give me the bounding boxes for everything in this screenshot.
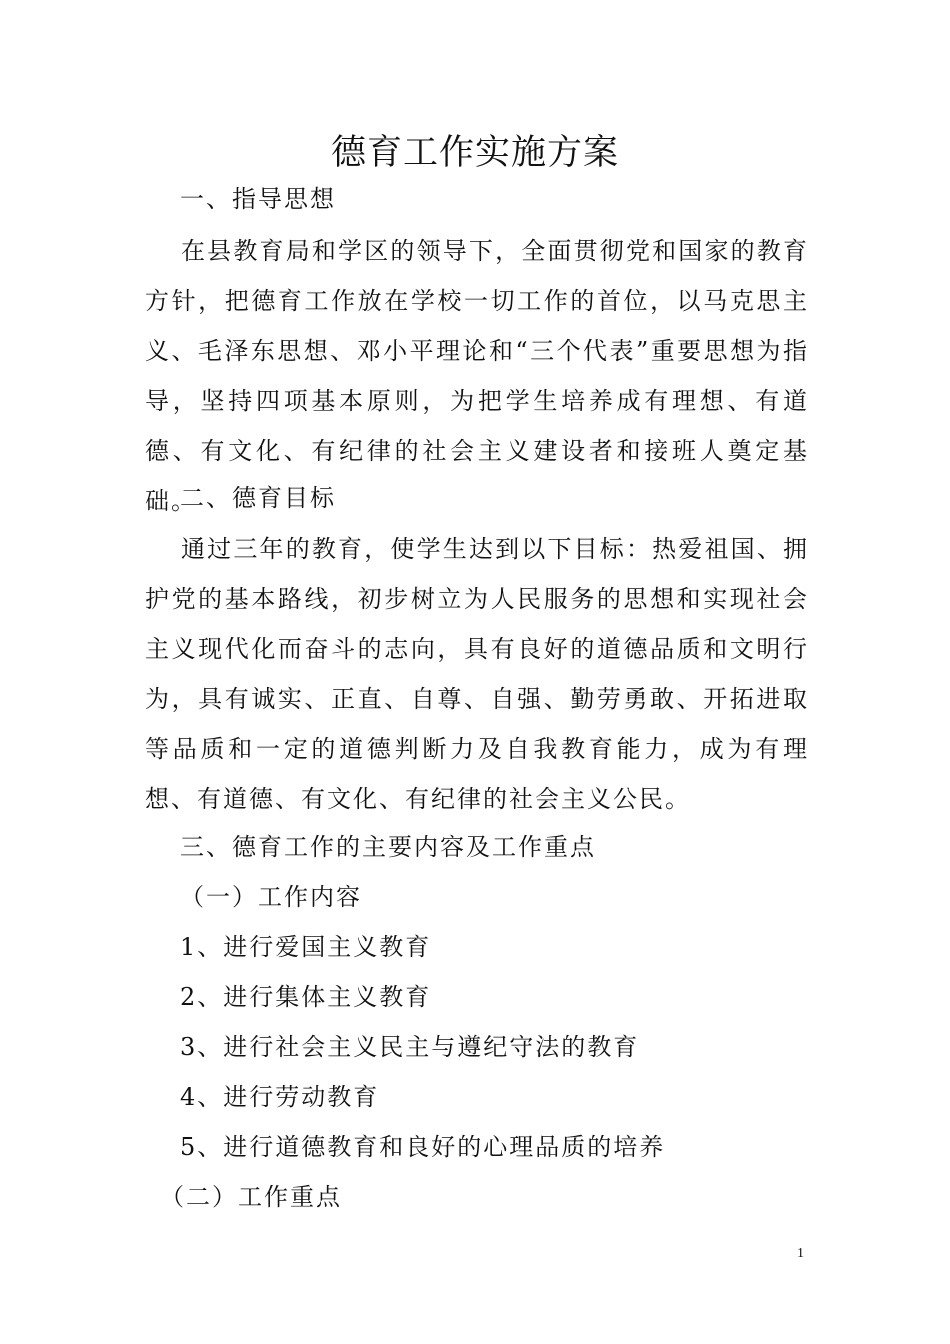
paragraph-guiding-thought: 在县教育局和学区的领导下，全面贯彻党和国家的教育方针，把德育工作放在学校一切工作的首位，以马克思主义、毛泽东思想、邓小平理论和“三个代表”重要思想为指导，坚持四项基本原则，为把学生培养成有理想、有道德、有文化、有纪律的社会主义建设者和接班人奠定基础。 (145, 237, 809, 515)
page-number: 1 (797, 1246, 804, 1261)
subsection-heading-work-focus: （二）工作重点 (160, 1183, 342, 1211)
list-item: 4、进行劳动教育 (180, 1083, 380, 1111)
list-item: 2、进行集体主义教育 (180, 983, 432, 1011)
list-item: 5、进行道德教育和良好的心理品质的培养 (180, 1133, 666, 1161)
section-heading-moral-goals: 二、德育目标 (180, 484, 336, 512)
list-item: 1、进行爱国主义教育 (180, 933, 432, 961)
subsection-heading-work-content: （一）工作内容 (180, 883, 362, 911)
list-item: 3、进行社会主义民主与遵纪守法的教育 (180, 1033, 640, 1061)
section-heading-guiding-thought: 一、指导思想 (180, 185, 336, 213)
paragraph-moral-goals: 通过三年的教育，使学生达到以下目标：热爱祖国、拥护党的基本路线，初步树立为人民服务的思想和实现社会主义现代化而奋斗的志向，具有良好的道德品质和文明行为，具有诚实、正直、自尊、自强、勤劳勇敢、开拓进取等品质和一定的道德判断力及自我教育能力，成为有理想、有道德、有文化、有纪律的社会主义公民。 (145, 535, 809, 813)
section-heading-main-content: 三、德育工作的主要内容及工作重点 (180, 833, 596, 861)
document-title: 德育工作实施方案 (330, 133, 619, 173)
